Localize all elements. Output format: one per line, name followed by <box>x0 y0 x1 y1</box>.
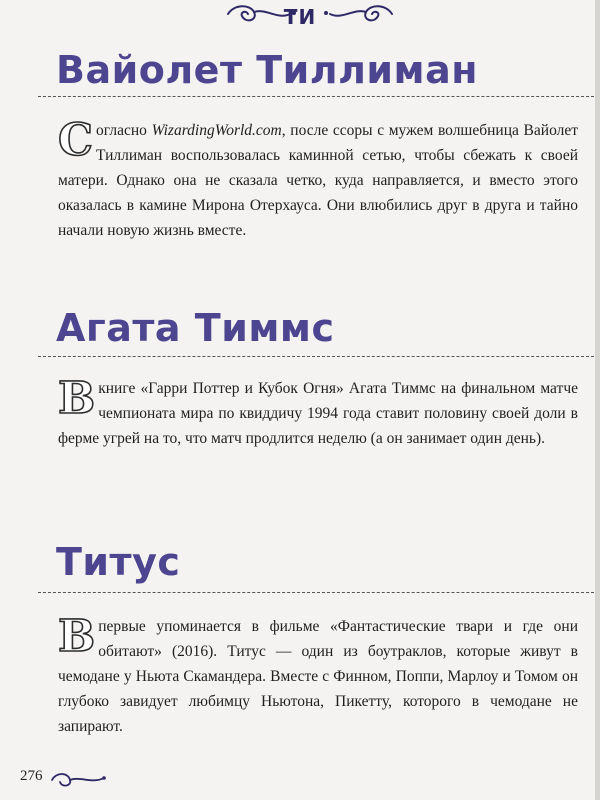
entry-title-tilliman: Вайолет Тиллиман <box>56 48 478 92</box>
source-reference: WizardingWorld.com <box>151 122 282 139</box>
body-text: огласно <box>96 122 152 139</box>
section-divider <box>38 96 594 97</box>
entry-body-titus <box>58 611 578 739</box>
page-edge-shadow <box>595 0 600 800</box>
body-text: книге «Гарри Поттер и Кубок Огня» Агата Тиммс на финальном матче чемпионата мира по квиддичу 1994 года ставит половину своей доли в ферме угрей на то, что матч продлится неделю (а он занимает один день). <box>58 380 578 447</box>
entry-title-timms: Агата Тиммс <box>56 306 335 350</box>
entry-title-titus: Титус <box>56 540 181 584</box>
entry-body-tilliman <box>58 115 579 243</box>
section-divider <box>38 356 594 357</box>
page-number: 276 <box>20 768 43 784</box>
dropcap: В <box>58 611 96 662</box>
body-text: , после ссоры с мужем волшебница Вайолет Тиллиман воспользовалась каминной сетью, чтобы сбежать к своей матери. Однако она не сказала четко, куда направляется, и вместо этого оказалась в камине Мирона Отерхауса. Они влюбились друг в друга и тайно начали новую жизнь вместе. <box>58 122 579 239</box>
dropcap: В <box>58 373 96 424</box>
body-text: первые упоминается в фильме «Фантастические твари и где они обитают» (2016). Титус — один из боутраклов, которые живут в чемодане у Ньюта Скамандера. Вместе с Финном, Поппи, Марлоу и Томом он глубоко завидует любимцу Ньютона, Пикетту, которого в чемодане не запирают. <box>58 618 578 735</box>
entry-body-timms <box>58 373 578 451</box>
section-divider <box>38 592 594 593</box>
bottom-flourish-icon <box>48 768 108 792</box>
running-header: ТИ <box>283 5 317 29</box>
dropcap: С <box>58 115 94 166</box>
